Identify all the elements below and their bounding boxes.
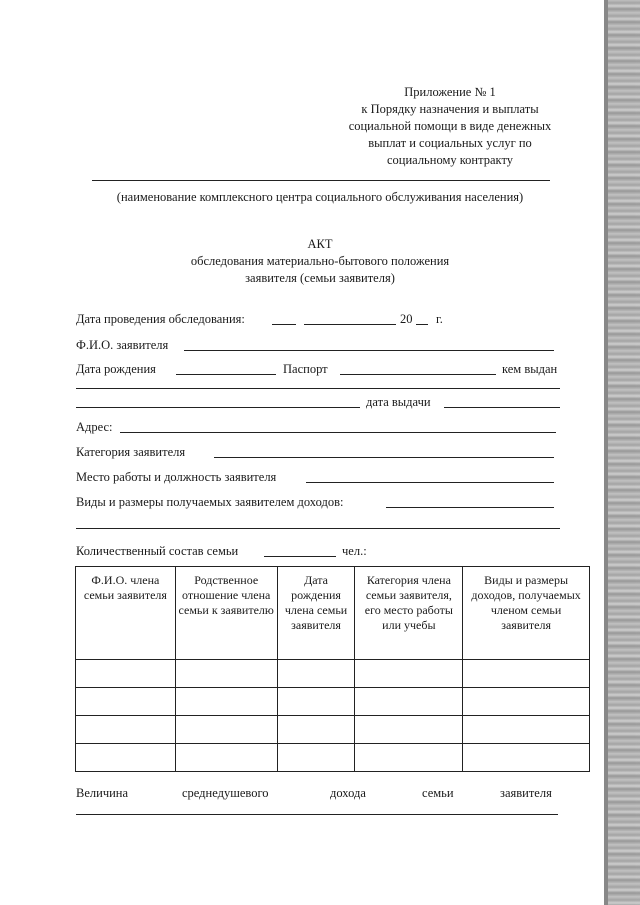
organization-name-line xyxy=(92,180,550,181)
birth-date-blank xyxy=(176,374,276,375)
income-label: Виды и размеры получаемых заявителем доходов: xyxy=(76,495,344,509)
table-row xyxy=(76,744,590,772)
passport-blank xyxy=(340,374,496,375)
appendix-line: социальному контракту xyxy=(386,153,513,167)
appendix-header xyxy=(300,84,600,169)
date-label: Дата проведения обследования: xyxy=(76,312,245,326)
address-label: Адрес: xyxy=(76,420,113,434)
appendix-line: к Порядку назначения и выплаты xyxy=(361,102,539,116)
date-year-suffix: г. xyxy=(436,312,443,326)
appendix-line: выплат и социальных услуг по xyxy=(368,136,532,150)
address-blank xyxy=(120,432,556,433)
column-header: Ф.И.О. члена семьи заявителя xyxy=(76,567,176,660)
title-line: АКТ xyxy=(307,237,333,251)
column-header: Дата рождения члена семьи заявителя xyxy=(277,567,355,660)
table-row xyxy=(76,660,590,688)
appendix-line: социальной помощи в виде денежных xyxy=(348,119,552,133)
family-members-table xyxy=(75,566,590,772)
fio-blank xyxy=(184,350,554,351)
table-cell[interactable] xyxy=(463,716,590,744)
table-cell[interactable] xyxy=(76,744,176,772)
income-blank xyxy=(386,507,554,508)
avg-income-word: семьи xyxy=(422,786,454,800)
table-header-row xyxy=(76,567,590,660)
avg-income-line xyxy=(76,814,558,815)
title-line: заявителя (семьи заявителя) xyxy=(245,271,395,285)
appendix-line: Приложение № 1 xyxy=(404,85,496,99)
table-cell[interactable] xyxy=(76,660,176,688)
category-label: Категория заявителя xyxy=(76,445,186,459)
date-year-prefix: 20 xyxy=(400,312,413,326)
avg-income-word: заявителя xyxy=(500,786,552,800)
family-count-suffix: чел.: xyxy=(342,544,367,558)
avg-income-word: среднедушевого xyxy=(182,786,269,800)
avg-income-word: дохода xyxy=(330,786,366,800)
table-cell[interactable] xyxy=(463,660,590,688)
table-cell[interactable] xyxy=(355,688,463,716)
table-cell[interactable] xyxy=(76,688,176,716)
table-cell[interactable] xyxy=(175,716,277,744)
date-year-blank xyxy=(416,324,428,325)
fio-label: Ф.И.О. заявителя xyxy=(76,338,169,352)
column-header: Категория члена семьи заявителя, его место работы или учебы xyxy=(355,567,463,660)
table-cell[interactable] xyxy=(355,744,463,772)
table-cell[interactable] xyxy=(175,660,277,688)
work-blank xyxy=(306,482,554,483)
family-count-label: Количественный состав семьи xyxy=(76,544,239,558)
issued-by-blank xyxy=(76,407,360,408)
date-month-blank xyxy=(304,324,396,325)
table-cell[interactable] xyxy=(463,744,590,772)
issue-date-label: дата выдачи xyxy=(366,395,431,409)
column-header: Виды и размеры доходов, получаемых членом семьи заявителя xyxy=(463,567,590,660)
table-cell[interactable] xyxy=(277,660,355,688)
table-cell[interactable] xyxy=(175,688,277,716)
title-line: обследования материально-бытового положения xyxy=(190,254,450,268)
column-header: Родственное отношение члена семьи к заявителю xyxy=(175,567,277,660)
table-cell[interactable] xyxy=(277,716,355,744)
table-row xyxy=(76,716,590,744)
avg-income-word: Величина xyxy=(76,786,129,800)
table-cell[interactable] xyxy=(355,660,463,688)
birth-date-label: Дата рождения xyxy=(76,362,156,376)
organization-caption: (наименование комплексного центра социального обслуживания населения) xyxy=(116,190,524,204)
issued-by-line xyxy=(76,388,560,389)
family-count-blank xyxy=(264,556,336,557)
table-cell[interactable] xyxy=(175,744,277,772)
date-day-blank xyxy=(272,324,296,325)
table-cell[interactable] xyxy=(277,688,355,716)
issue-date-blank xyxy=(444,407,560,408)
issued-by-label: кем выдан xyxy=(502,362,558,376)
table-cell[interactable] xyxy=(355,716,463,744)
document-title xyxy=(150,236,490,287)
table-cell[interactable] xyxy=(76,716,176,744)
table-row xyxy=(76,688,590,716)
scan-edge-shadow xyxy=(604,0,640,905)
work-label: Место работы и должность заявителя xyxy=(76,470,277,484)
table-cell[interactable] xyxy=(277,744,355,772)
category-blank xyxy=(214,457,554,458)
table-cell[interactable] xyxy=(463,688,590,716)
income-continuation-line xyxy=(76,528,560,529)
passport-label: Паспорт xyxy=(283,362,328,376)
